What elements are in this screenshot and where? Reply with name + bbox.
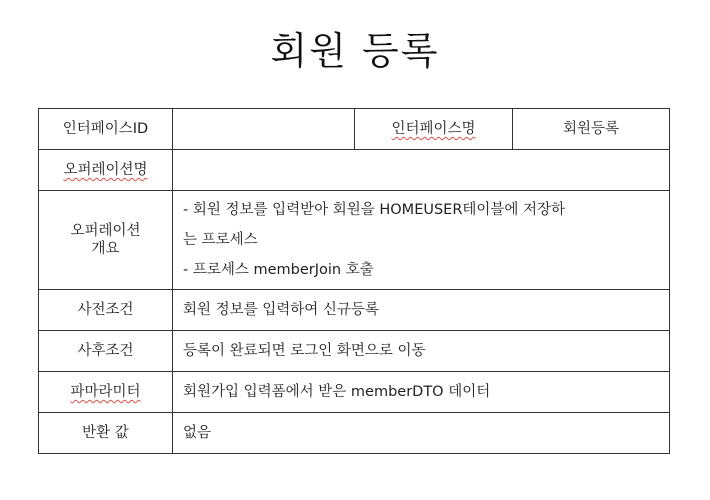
overview-label-line1: 오퍼레이션 bbox=[70, 222, 141, 239]
overview-label-line2: 개요 bbox=[91, 241, 120, 257]
table-row bbox=[39, 372, 670, 413]
overview-value bbox=[173, 191, 670, 290]
overview-line-1: - 회원 정보를 입력받아 회원을 HOMEUSER테이블에 저장하 bbox=[183, 202, 566, 218]
postcondition-label: 사후조건 bbox=[39, 331, 173, 372]
table-row bbox=[39, 109, 670, 150]
parameter-label-text: 파마라미터 bbox=[70, 383, 141, 400]
parameter-value: 회원가입 입력폼에서 받은 memberDTO 데이터 bbox=[173, 372, 670, 413]
table-row bbox=[39, 290, 670, 331]
interface-id-value bbox=[173, 109, 355, 150]
postcondition-value: 등록이 완료되면 로그인 화면으로 이동 bbox=[173, 331, 670, 372]
operation-name-label-text: 오퍼레이션명 bbox=[63, 161, 148, 178]
operation-name-value bbox=[173, 150, 670, 191]
table-row bbox=[39, 191, 670, 290]
interface-name-value: 회원등록 bbox=[513, 109, 670, 150]
table-row bbox=[39, 331, 670, 372]
operation-name-label bbox=[39, 150, 173, 191]
return-label: 반환 값 bbox=[39, 413, 173, 454]
interface-id-label: 인터페이스ID bbox=[39, 109, 173, 150]
overview-label bbox=[39, 191, 173, 290]
table-row bbox=[39, 150, 670, 191]
overview-line-2: 는 프로세스 bbox=[183, 232, 258, 248]
precondition-value: 회원 정보를 입력하여 신규등록 bbox=[173, 290, 670, 331]
parameter-label bbox=[39, 372, 173, 413]
table-row bbox=[39, 413, 670, 454]
interface-spec-table bbox=[38, 108, 670, 454]
interface-name-label-text: 인터페이스명 bbox=[391, 120, 476, 137]
precondition-label: 사전조건 bbox=[39, 290, 173, 331]
return-value: 없음 bbox=[173, 413, 670, 454]
interface-name-label bbox=[355, 109, 513, 150]
page-title: 회원 등록 bbox=[270, 29, 440, 73]
overview-line-3: - 프로세스 memberJoin 호출 bbox=[183, 262, 374, 278]
